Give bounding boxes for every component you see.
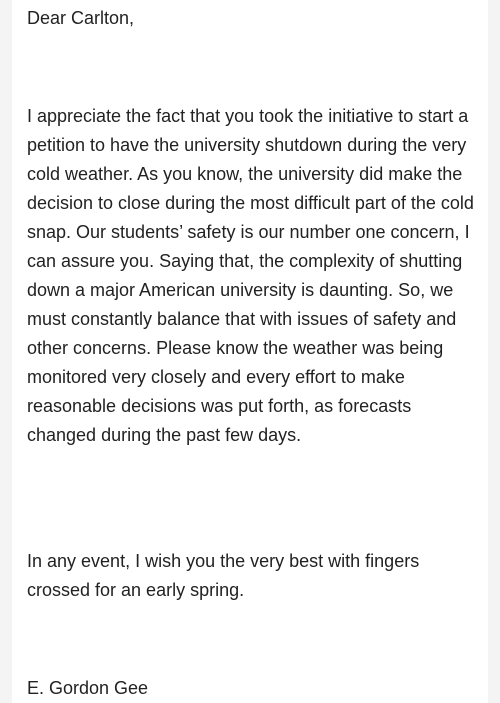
letter-greeting: Dear Carlton, (27, 8, 135, 28)
letter-signature: E. Gordon Gee (27, 678, 149, 698)
letter-body-paragraph: I appreciate the fact that you took the initiative to start a petition to have the university shutdown during the very cold weather. As you know, the university did make the decision to close during the most difficult part of the cold snap. Our students’ safety is our number one concern, I can assure you. Saying that, the complexity of shutting down a major American university is daunting. So, we must constantly balance that with issues of safety and other concerns. Please know the weather was being monitored very closely and every effort to make reasonable decisions was put forth, as forecasts changed during the past few days. (27, 106, 474, 445)
letter-closing-paragraph: In any event, I wish you the very best with fingers crossed for an early spring. (27, 551, 420, 600)
